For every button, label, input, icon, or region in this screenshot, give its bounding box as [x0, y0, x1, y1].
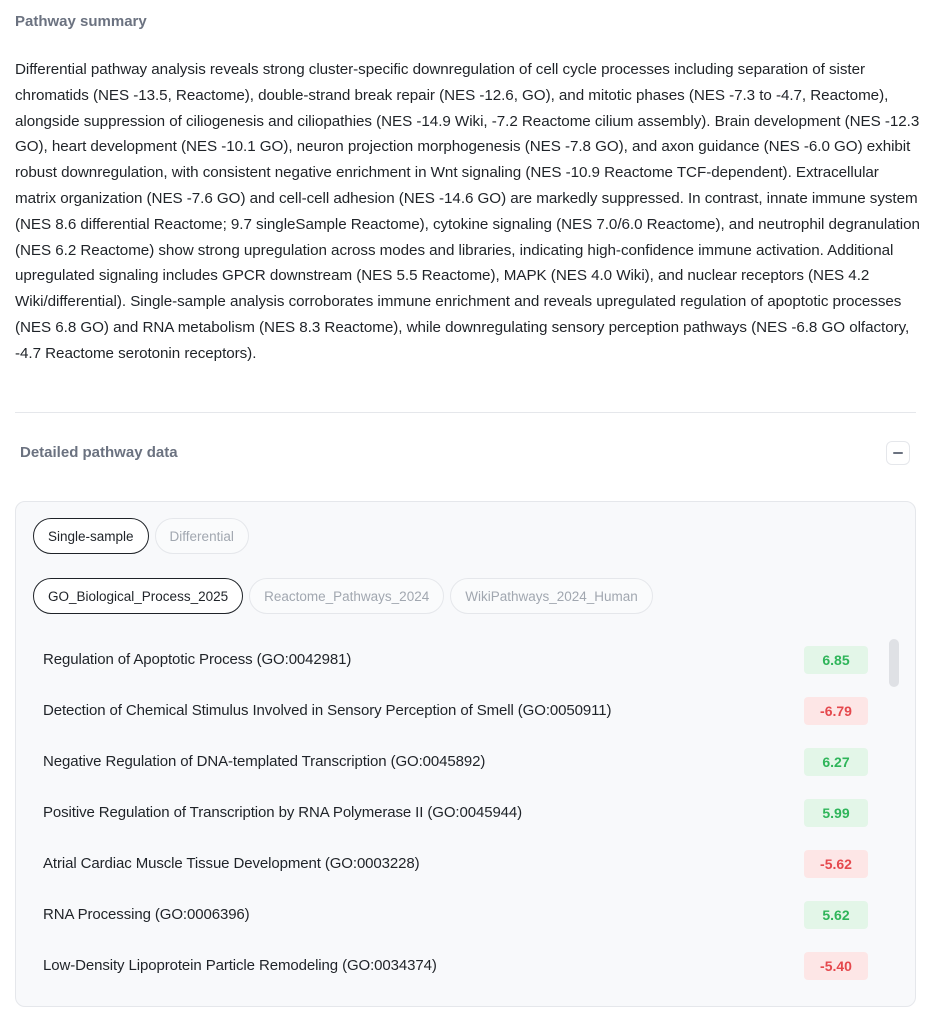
pathway-row[interactable] — [16, 736, 886, 787]
pathway-row[interactable] — [16, 685, 886, 736]
mode-differential[interactable]: Differential — [155, 518, 249, 554]
nes-badge: 5.62 — [804, 901, 868, 929]
library-reactome-pathways[interactable]: Reactome_Pathways_2024 — [249, 578, 444, 614]
section-divider — [15, 412, 916, 413]
list-scrollbar[interactable] — [889, 639, 899, 687]
pathway-name: Regulation of Apoptotic Process (GO:0042981) — [43, 651, 352, 668]
pathway-name: RNA Processing (GO:0006396) — [43, 906, 250, 923]
nes-badge: -5.40 — [804, 952, 868, 980]
pathway-row[interactable] — [16, 787, 886, 838]
pathway-name: Detection of Chemical Stimulus Involved in Sensory Perception of Smell (GO:0050911) — [43, 702, 612, 719]
nes-badge: 6.85 — [804, 646, 868, 674]
pathway-summary-text: Differential pathway analysis reveals strong cluster-specific downregulation of cell cycle processes including separation of sister chromatids (NES -13.5, Reactome), double-strand break repair (NES -12.6, GO), and mitotic phases (NES -7.3 to -4.7, Reactome), alongside suppression of ciliogenesis and ciliopathies (NES -14.9 Wiki, -7.2 Reactome cilium assembly). Brain development (NES -12.3 GO), heart development (NES -10.1 GO), neuron projection morphogenesis (NES -7.8 GO), and axon guidance (NES -6.0 GO) exhibit robust downregulation, with consistent negative enrichment in Wnt signaling (NES -10.9 Reactome TCF-dependent). Extracellular matrix organization (NES -7.6 GO) and cell-cell adhesion (NES -14.6 GO) are markedly suppressed. In contrast, innate immune system (NES 8.6 differential Reactome; 9.7 singleSample Reactome), cytokine signaling (NES 7.0/6.0 Reactome), and neutrophil degranulation (NES 6.2 Reactome) show strong upregulation across modes and libraries, indicating high-confidence immune activation. Additional upregulated signaling includes GPCR downstream (NES 5.5 Reactome), MAPK (NES 4.0 Wiki), and nuclear receptors (NES 4.2 Wiki/differential). Single-sample analysis corroborates immune enrichment and reveals upregulated regulation of apoptotic processes (NES 6.8 GO) and RNA metabolism (NES 8.3 Reactome), while downregulating sensory perception pathways (NES -6.8 GO olfactory, -4.7 Reactome serotonin receptors). — [15, 61, 920, 362]
pathway-name: Atrial Cardiac Muscle Tissue Development (GO:0003228) — [43, 855, 420, 872]
pathway-row[interactable] — [16, 889, 886, 940]
library-selector — [33, 578, 653, 614]
collapse-button[interactable] — [886, 441, 910, 465]
mode-single-sample[interactable]: Single-sample — [33, 518, 149, 554]
pathway-data-panel — [15, 501, 916, 1007]
pathway-name: Negative Regulation of DNA-templated Transcription (GO:0045892) — [43, 753, 486, 770]
nes-badge: 5.99 — [804, 799, 868, 827]
pathway-row[interactable] — [16, 838, 886, 889]
mode-selector — [33, 518, 249, 554]
pathway-row[interactable] — [16, 634, 886, 685]
nes-badge: -5.62 — [804, 850, 868, 878]
nes-badge: -6.79 — [804, 697, 868, 725]
nes-badge: 6.27 — [804, 748, 868, 776]
pathway-name: Positive Regulation of Transcription by RNA Polymerase II (GO:0045944) — [43, 804, 523, 821]
detailed-pathway-data-title: Detailed pathway data — [20, 444, 178, 461]
pathway-summary-title: Pathway summary — [15, 13, 147, 30]
library-wikipathways[interactable]: WikiPathways_2024_Human — [450, 578, 653, 614]
pathway-row[interactable] — [16, 940, 886, 991]
minus-icon — [893, 452, 903, 454]
pathway-name: Low-Density Lipoprotein Particle Remodeling (GO:0034374) — [43, 957, 437, 974]
pathway-list — [16, 634, 886, 991]
library-go-biological-process[interactable]: GO_Biological_Process_2025 — [33, 578, 243, 614]
